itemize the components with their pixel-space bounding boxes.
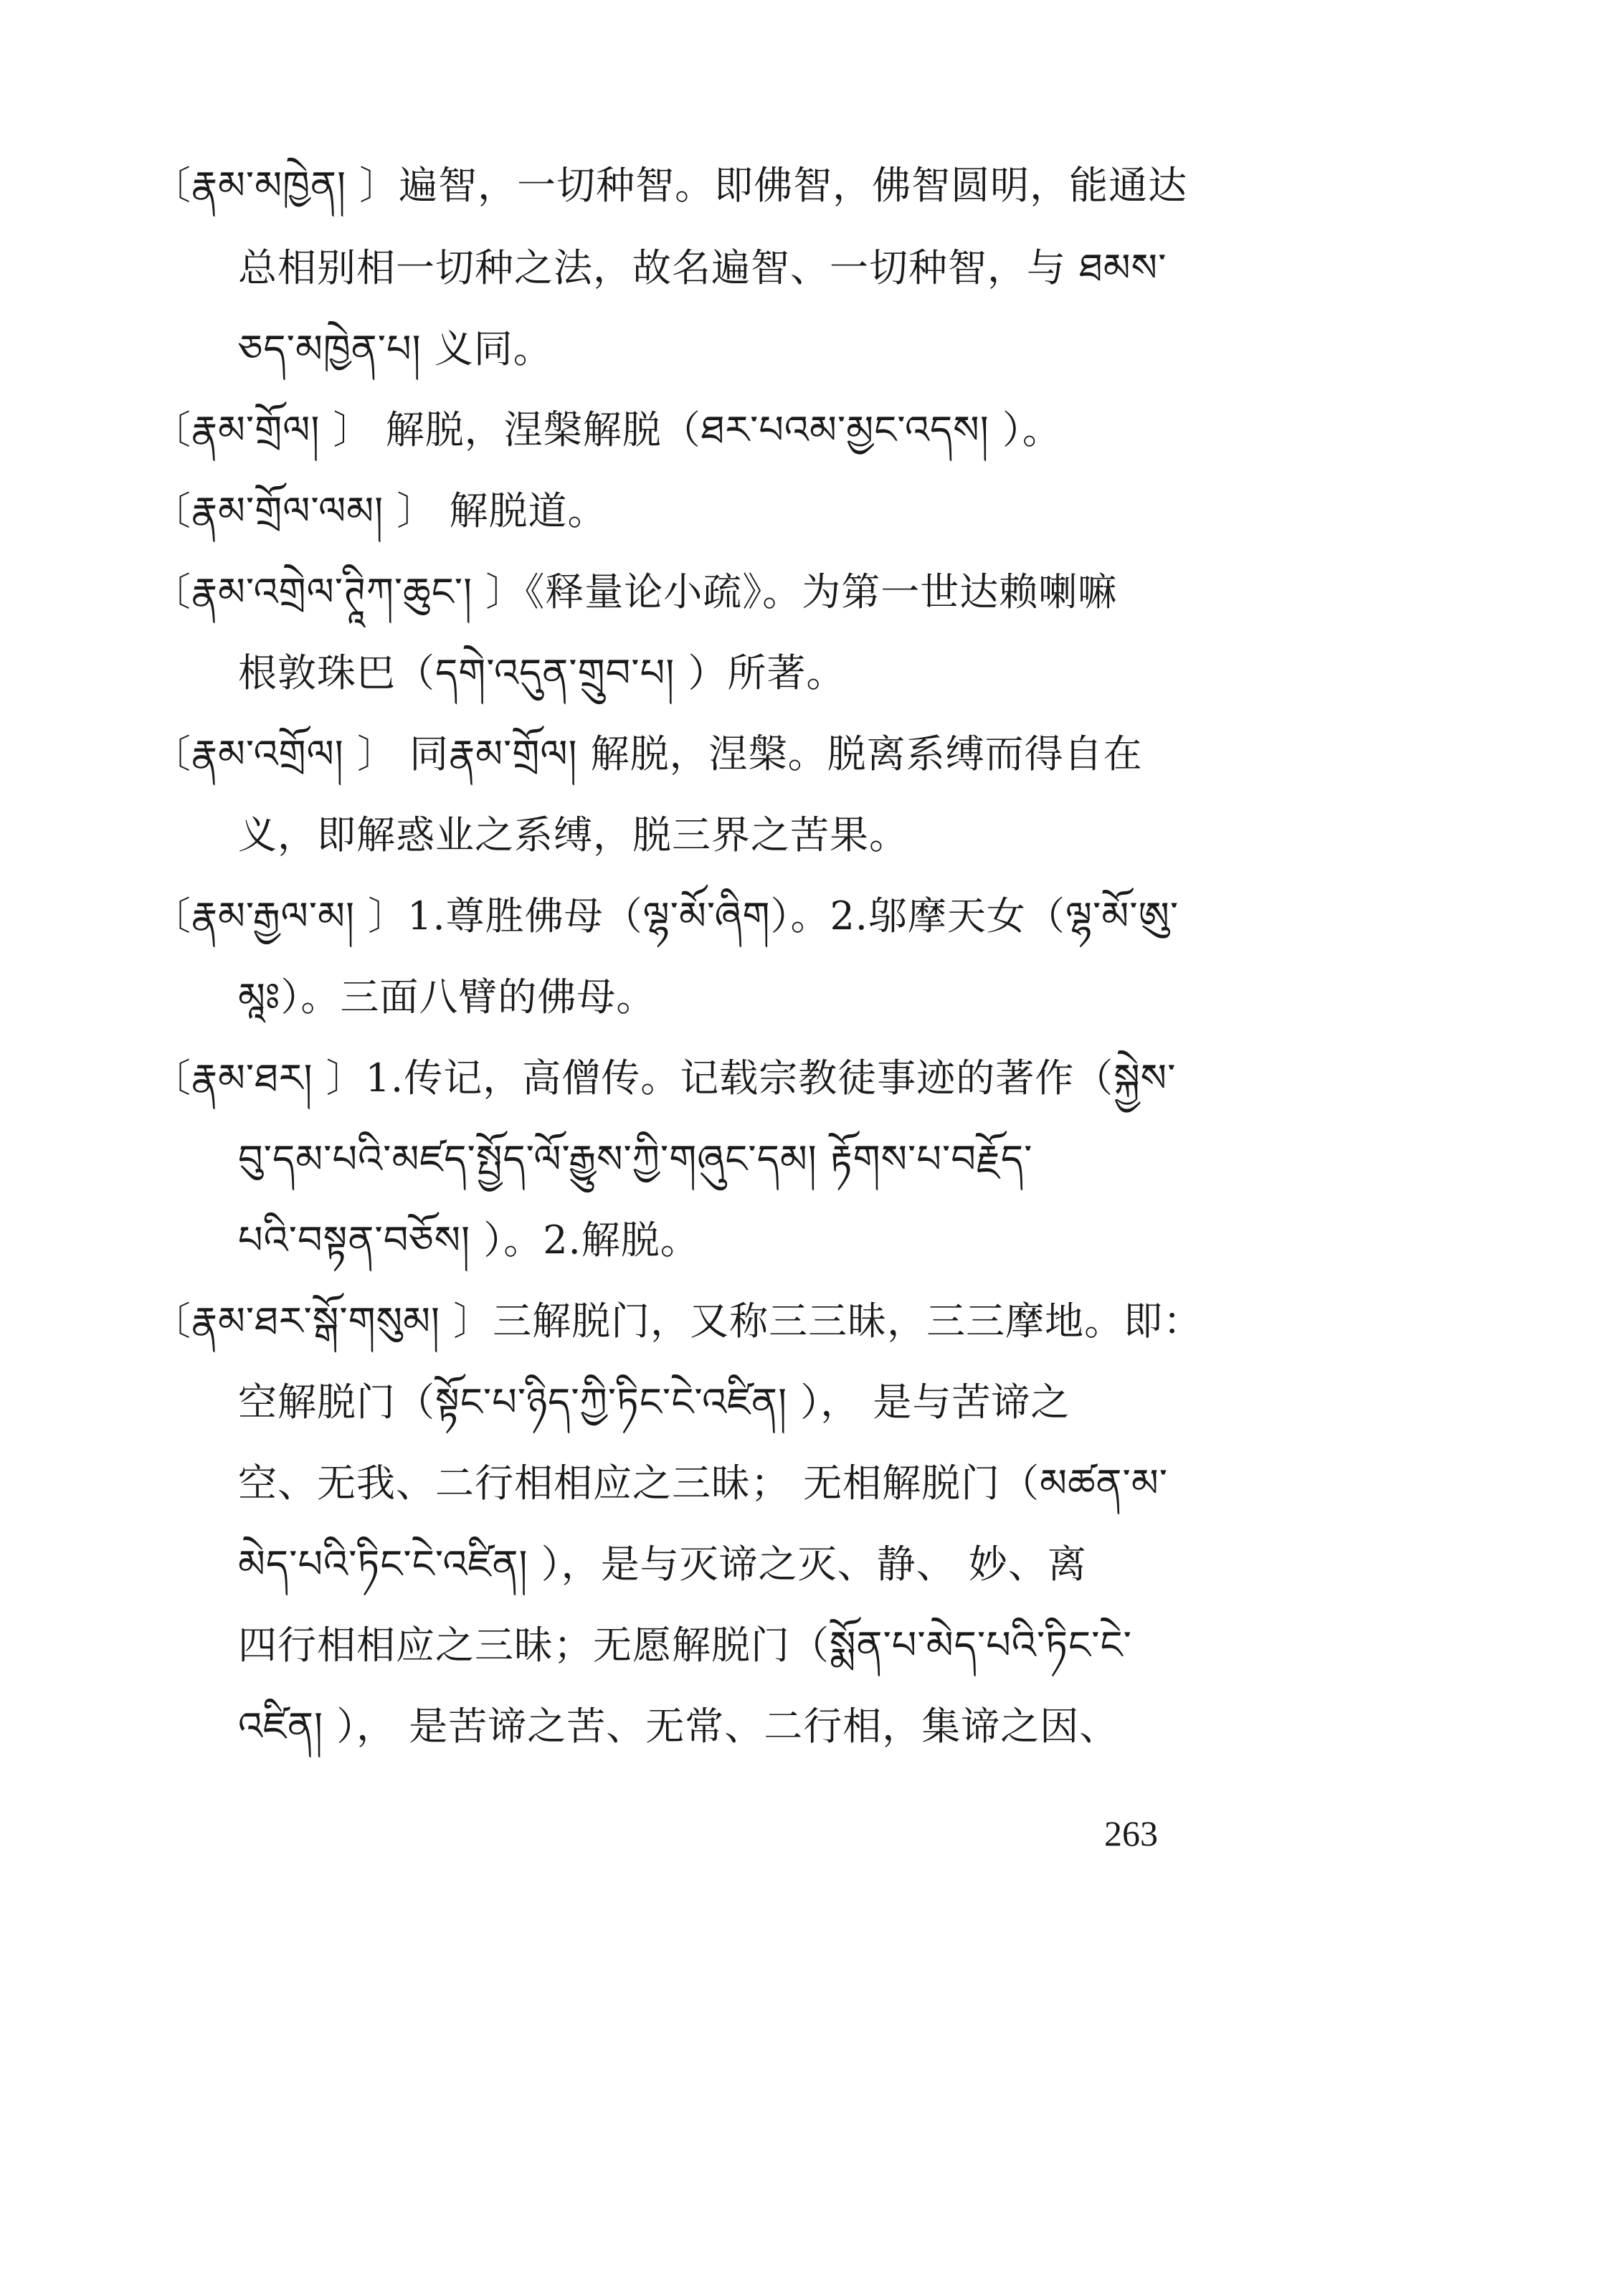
entry-line: 空、无我、二行相相应之三昧； 无相解脱门（མཚན་མ་ xyxy=(238,1461,1169,1506)
entry-line: 〔རྣམ་འགྲེལ་ཊཱིཀ་ཆུང་། 〕《释量论小疏》。为第一世达赖喇嘛 xyxy=(152,569,1118,614)
entry-line: འཛིན། ）， 是苦谛之苦、无常、二行相，集谛之因、 xyxy=(238,1704,1119,1749)
entry-line: 〔རྣམ་མཁྱེན། 〕遍智，一切种智。即佛智，佛智圆明，能通达 xyxy=(152,163,1188,208)
entry-line: 〔རྣམ་རྒྱལ་མ། 〕1.尊胜佛母（ལྷ་མོ་ཞིག）。2.邬摩天女（ལྷ་མོ་ཨུ་ xyxy=(152,893,1179,939)
page-number: 263 xyxy=(1104,1813,1158,1853)
entry-line: 〔རྣམ་འགྲོལ། 〕 同རྣམ་གྲོལ། 解脱，涅槃。脱离系缚而得自在 xyxy=(152,731,1143,777)
entry-line: 总相别相一切种之法，故名遍智、一切种智，与 ཐམས་ xyxy=(238,245,1167,290)
entry-line: ཅད་མཁྱེན་པ། 义同。 xyxy=(238,326,553,371)
entry-line: 〔རྣམ་གྲོལ། 〕 解脱，涅槃解脱（ཐར་པའམ་མྱང་འདས། ）。 xyxy=(152,407,1062,452)
entry-line: མཱཿ）。三面八臂的佛母。 xyxy=(238,974,656,1020)
entry-line: མེད་པའི་ཏིང་ངེ་འཛིན། ），是与灭谛之灭、静、 妙、离 xyxy=(238,1542,1087,1587)
entry-line: 四行相相应之三昧；无愿解脱门（སྨོན་པ་མེད་པའི་ཏིང་ངེ་ xyxy=(238,1623,1132,1668)
entry-line: 〔རྣམ་ཐར་སྒོ་གསུམ། 〕三解脱门，又称三三昧，三三摩地。即： xyxy=(152,1299,1203,1344)
entry-line: བུ་དམ་པའི་མཛད་སྤྱོད་ལོ་རྒྱུས་ཀྱི་གཞུང་དམ། རྟོགས་པ་བརྗོད་ xyxy=(238,1136,1033,1182)
entry-line: པའི་བསྟན་བཅོས། ）。2.解脱。 xyxy=(238,1217,700,1263)
entry-line: 义，即解惑业之系缚，脱三界之苦果。 xyxy=(238,812,908,858)
entry-line: 〔རྣམ་ཐར། 〕1.传记，高僧传。记载宗教徒事迹的著作（སྐྱེས་ xyxy=(152,1055,1177,1101)
entry-line: 根敦珠巴（དགེ་འདུན་གྲུབ་པ། ）所著。 xyxy=(238,650,846,696)
entry-line: 空解脱门（སྟོང་པ་ཉིད་ཀྱི་ཏིང་ངེ་འཛིན། ）， 是与苦谛之 xyxy=(238,1380,1070,1425)
entry-line: 〔རྣམ་གྲོལ་ལམ། 〕 解脱道。 xyxy=(152,488,607,533)
